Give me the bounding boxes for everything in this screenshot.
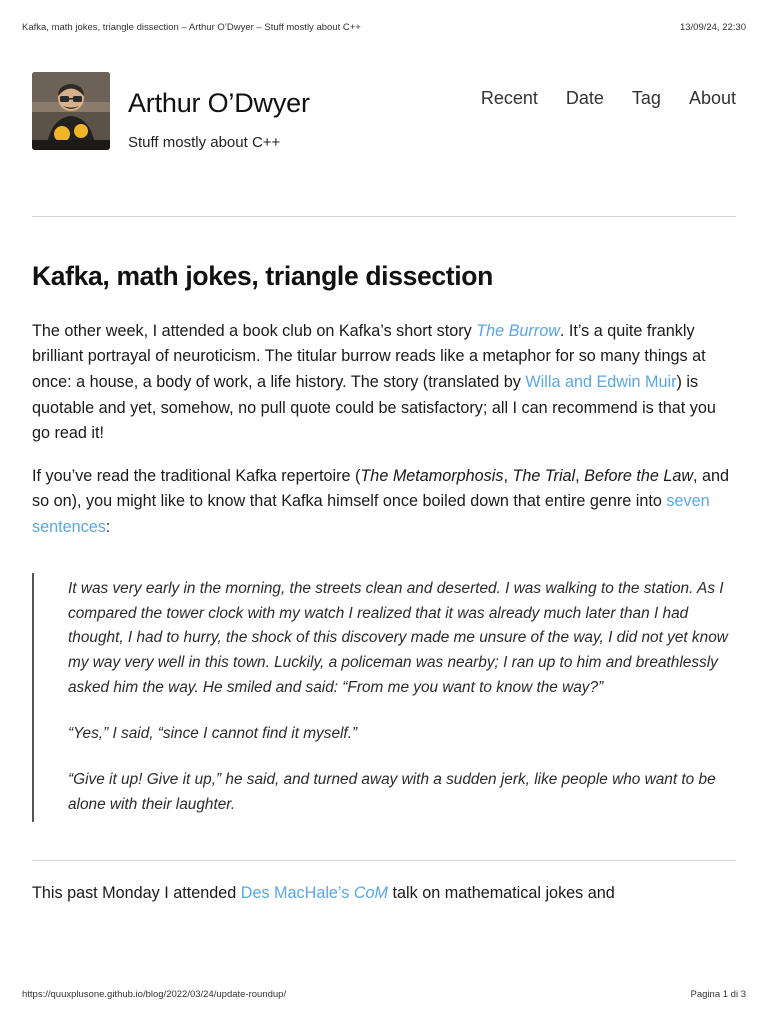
page-content [0, 56, 768, 907]
brand-block [128, 72, 310, 153]
paragraph-tail [32, 881, 736, 907]
tail-text-1: This past Monday I attended [32, 884, 241, 903]
tail-text-2: talk on mathematical jokes and [388, 884, 615, 903]
avatar [32, 72, 110, 150]
paragraph-repertoire [32, 464, 736, 541]
nav-item-tag[interactable]: Tag [631, 88, 661, 108]
nav-item-recent[interactable]: Recent [480, 88, 538, 108]
section-divider [32, 860, 736, 861]
rep-text-4: , and so on), you might like to know that Kafka himself once boiled down that entire genre into [32, 466, 730, 511]
link-com-title: CoM [353, 884, 389, 903]
quote-paragraph-2: “Yes,” I said, “since I cannot find it myself.” [68, 725, 358, 743]
print-header-date: 13/09/24, 22:30 [679, 21, 746, 33]
print-footer [0, 986, 768, 1002]
rep-text-2: , [503, 466, 513, 485]
site-subtitle: Stuff mostly about C++ [128, 134, 281, 152]
intro-text-1: The other week, I attended a book club on Kafka’s short story [32, 321, 477, 340]
print-footer-page: Pagina 1 di 3 [690, 988, 746, 1000]
site-title: Arthur O’Dwyer [128, 88, 310, 118]
page-title: Kafka, math jokes, triangle dissection [32, 261, 493, 291]
blockquote-kafka [32, 573, 736, 823]
link-the-burrow[interactable]: The Burrow [476, 321, 560, 340]
link-des-machale[interactable] [241, 884, 388, 902]
site-nav [481, 88, 736, 109]
site-header [32, 56, 736, 184]
rep-text-5: : [105, 517, 111, 536]
quote-paragraph-3: “Give it up! Give it up,” he said, and turned away with a sudden jerk, like people who want to be alone with their laughter. [68, 771, 716, 814]
link-des-machale-text: Des MacHale’s [240, 884, 354, 903]
title-metamorphosis: The Metamorphosis [360, 466, 504, 485]
title-the-trial: The Trial [512, 466, 576, 485]
link-willa-and-edwin-muir[interactable]: Willa and Edwin Muir [525, 372, 677, 391]
quote-paragraph-1: It was very early in the morning, the streets clean and deserted. I was walking to the station. As I compared the tower clock with my watch I realized that it was already much later than I had thought, I had to hurry, the shock of this discovery made me unsure of the way, I did not yet know my way very well in this town. Luckily, a policeman was nearby; I ran up to him and breathlessly asked him the way. He smiled and said: “From me you want to know the way?” [68, 579, 728, 697]
print-header-title: Kafka, math jokes, triangle dissection – Arthur O’Dwyer – Stuff mostly about C++ [22, 21, 361, 33]
print-header [0, 19, 768, 35]
nav-item-date[interactable]: Date [565, 88, 604, 108]
link-seven-sentences[interactable]: seven sentences [32, 492, 710, 536]
title-before-the-law: Before the Law [584, 466, 694, 485]
intro-text-3: ) is quotable and yet, somehow, no pull quote could be satisfactory; all I can recommend is that you go read it! [32, 372, 716, 443]
article [32, 217, 736, 907]
paragraph-intro [32, 319, 736, 447]
nav-item-about[interactable]: About [688, 88, 736, 108]
rep-text-1: If you’ve read the traditional Kafka repertoire ( [32, 466, 361, 485]
intro-text-2: . It’s a quite frankly brilliant portrayal of neuroticism. The titular burrow reads like a metaphor for so many things at once: a house, a body of work, a life history. The story (translated by [32, 321, 706, 391]
print-footer-url: https://quuxplusone.github.io/blog/2022/03/24/update-roundup/ [22, 988, 287, 1000]
rep-text-3: , [575, 466, 585, 485]
